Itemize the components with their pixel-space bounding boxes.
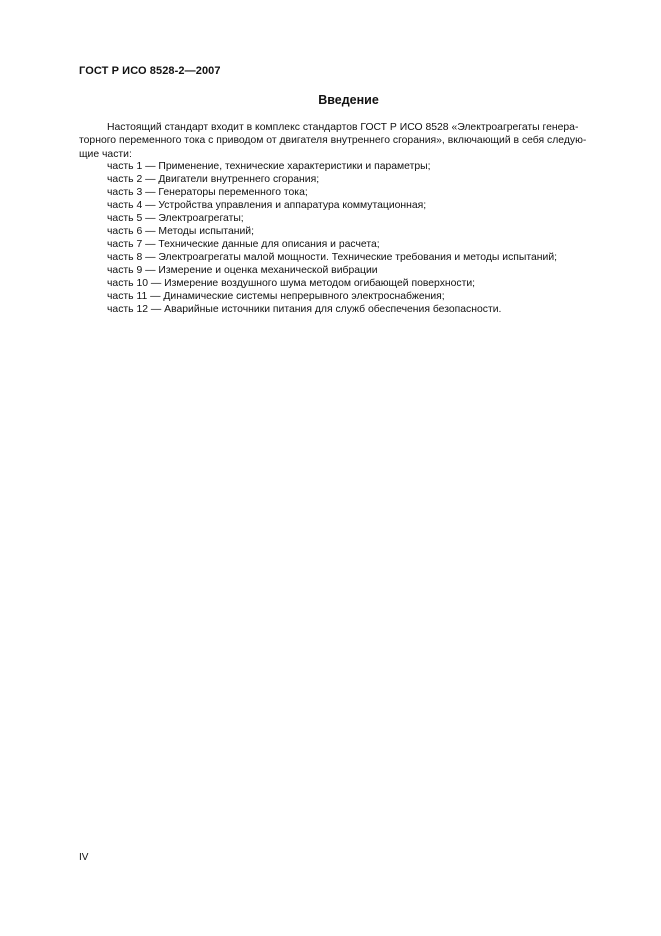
document-header: ГОСТ Р ИСО 8528-2—2007 [79,65,221,77]
section-title [0,93,661,107]
intro-line: Настоящий стандарт входит в комплекс стандартов ГОСТ Р ИСО 8528 «Электроагрегаты генера- [107,122,579,133]
list-item: часть 6 — Методы испытаний; [107,226,254,237]
list-item: часть 12 — Аварийные источники питания для служб обеспечения безопасности. [107,304,502,315]
list-item: часть 1 — Применение, технические характеристики и параметры; [107,161,431,172]
intro-line: торного переменного тока с приводом от двигателя внутреннего сгорания», включающий в себя следую- [79,135,587,147]
section-title-text: Введение [318,93,379,107]
list-item: часть 9 — Измерение и оценка механической вибрации [107,265,378,276]
page-number: IV [79,852,89,863]
intro-paragraph [79,121,616,161]
list-item: часть 2 — Двигатели внутреннего сгорания; [107,174,320,185]
list-item: часть 11 — Динамические системы непрерывного электроснабжения; [107,291,445,302]
parts-list [107,160,557,316]
list-item: часть 3 — Генераторы переменного тока; [107,187,308,198]
list-item: часть 4 — Устройства управления и аппаратура коммутационная; [107,200,427,211]
list-item: часть 5 — Электроагрегаты; [107,213,244,224]
intro-line: щие части: [79,148,132,160]
list-item: часть 7 — Технические данные для описания и расчета; [107,239,380,250]
list-item: часть 8 — Электроагрегаты малой мощности. Технические требования и методы испытаний; [107,252,558,263]
list-item: часть 10 — Измерение воздушного шума методом огибающей поверхности; [107,278,476,289]
